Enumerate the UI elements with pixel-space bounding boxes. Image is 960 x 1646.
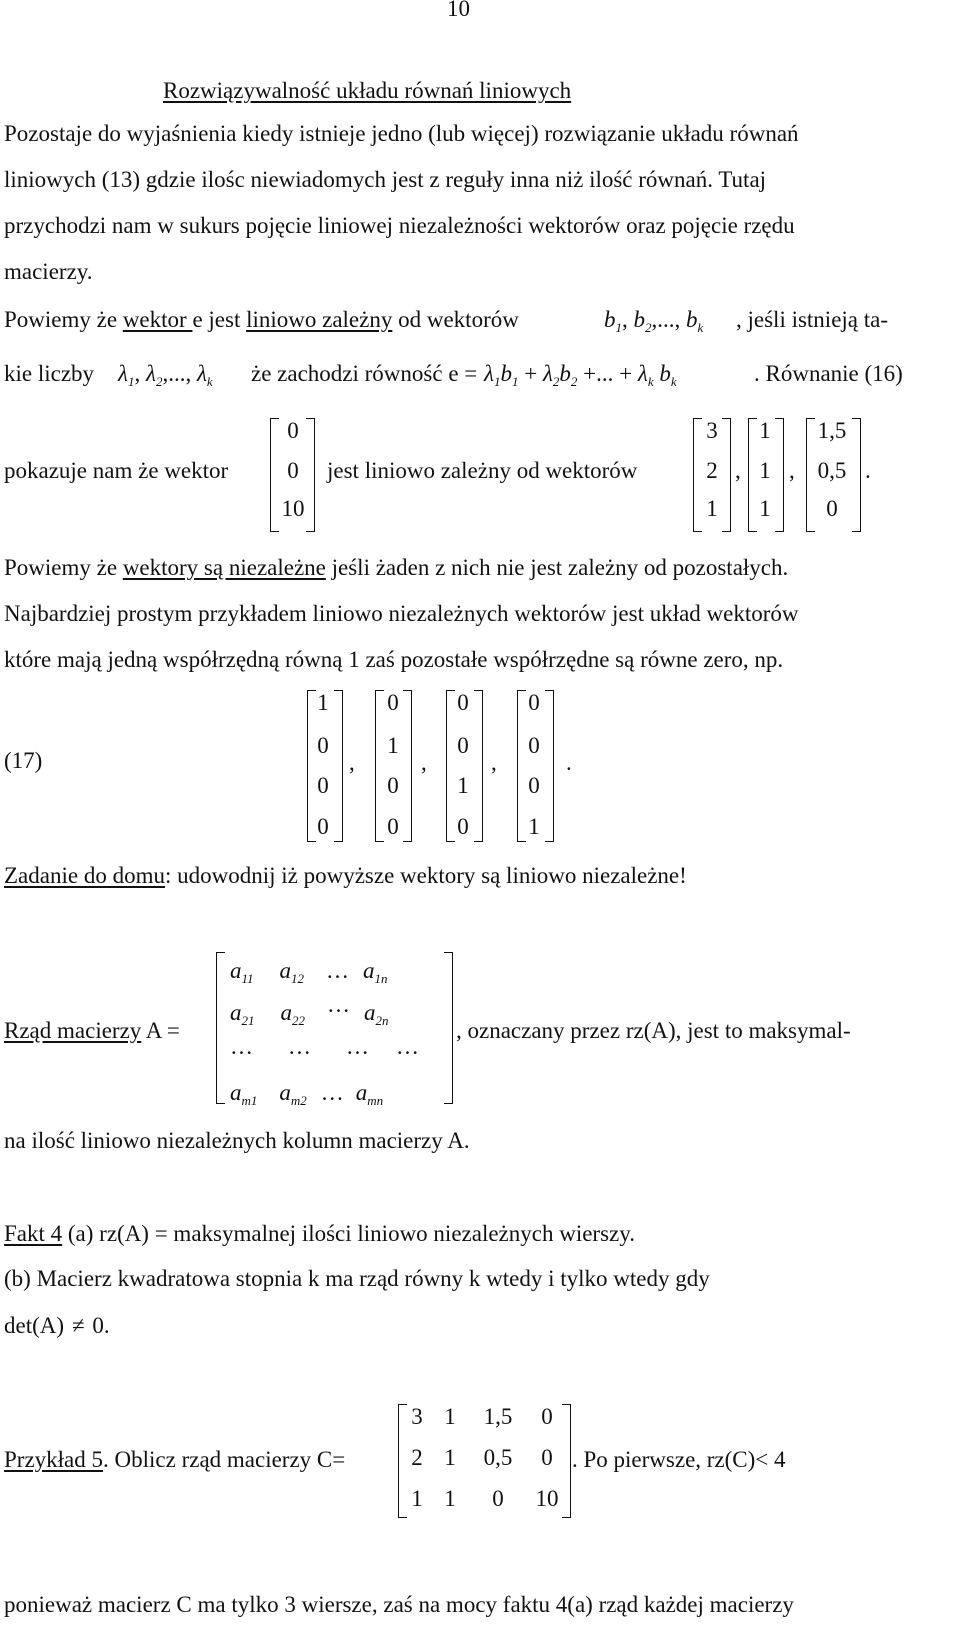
unit-vector-1-entry: 0 [317,773,329,798]
vector-v1-entry: 1 [706,496,718,521]
bracket-right [775,418,784,532]
comma: , [491,750,497,775]
equation-label: (17) [4,748,43,773]
bracket-right [306,418,315,532]
comma: , [421,750,427,775]
formula-combination: $\lambda_1b_1 + \lambda_2b_2$ +... + $\lambda_k$ $b_k$ [484,361,677,389]
term-fakt-4: Fakt 4 [4,1221,63,1246]
para1-line: liniowych (13) gdzie ilośc niewiadomych jest z reguły inna niż ilość równań. Tutaj [4,167,767,192]
vector-e-entry: 10 [281,496,305,521]
fact4-line-b: (b) Macierz kwadratowa stopnia k ma rząd równy k wtedy i tylko wtedy gdy [4,1266,710,1291]
example5-line [4,1447,345,1473]
independence-line-2: Najbardziej prostym przykładem liniowo niezależnych wektorów jest układ wektorów [4,601,799,626]
rank-line-2: na ilość liniowo niezależnych kolumn macierzy A. [4,1128,470,1153]
fact4-line-a [4,1221,635,1247]
bracket-right [545,690,554,842]
text: Powiemy że [4,555,123,580]
text: Powiemy że [4,307,123,332]
example5-line-end: . Po pierwsze, rz(C)< 4 [572,1447,786,1472]
text: (a) rz(A) = maksymalnej ilości liniowo niezależnych wierszy. [62,1221,635,1246]
vector-v2-entry: 1 [759,496,771,521]
fact4-line-c [4,1313,110,1339]
term-przyklad-5: Przykład 5 [4,1447,104,1472]
bracket-right [444,952,453,1104]
matrix-C-cell: 3 [411,1404,423,1429]
matrix-C-cell: 10 [535,1486,559,1511]
unit-vector-2-entry: 1 [387,733,399,758]
unit-vector-3-entry: 0 [457,690,469,715]
unit-vector-4-entry: 1 [528,814,540,839]
term-wektor: wektor [122,307,193,332]
matrix-C-cell: 0,5 [483,1445,513,1470]
independence-line-1 [4,555,788,581]
matrix-C-cell: 0 [492,1486,504,1511]
section-title: Rozwiązywalność układu równań liniowych [163,78,572,103]
formula-lambdas: $\lambda_1$, $\lambda_2$,..., $\lambda_k$ [118,361,213,389]
unit-vector-3-entry: 0 [457,733,469,758]
matrix-C-cell: 1 [444,1486,456,1511]
text: 0. [86,1313,110,1338]
unit-vector-3-entry: 1 [457,773,469,798]
bracket-right [852,418,861,532]
matrix-C-cell: 1 [411,1486,423,1511]
matrix-A-row-1: $a_{11}$ $a_{12}$ … $a_{1n}$ [230,958,388,986]
comma: , [349,750,355,775]
unit-vector-1-entry: 0 [317,814,329,839]
matrix-C-cell: 1,5 [483,1404,513,1429]
matrix-C-cell: 1 [444,1404,456,1429]
term-wektory-niezalezne: wektory są niezależne [122,555,326,580]
matrix-C-cell: 1 [444,1445,456,1470]
matrix-A-row-4: $a_{m1}$ $a_{m2}$ … $a_{mn}$ [230,1080,384,1108]
text: jeśli żaden z nich nie jest zależny od pozostałych. [325,555,789,580]
text: A = [141,1018,180,1043]
comma: , [789,458,795,483]
unit-vector-1-entry: 1 [317,690,329,715]
text: . Oblicz rząd macierzy C= [103,1447,346,1472]
vector-v1-entry: 3 [706,418,718,443]
text: det(A) [4,1313,65,1338]
term-rzad-macierzy: Rząd macierzy [4,1018,142,1043]
formula-b-vectors: $b_1$, $b_2$,..., $b_k$ [604,307,704,335]
vector-v2-entry: 1 [759,458,771,483]
term-liniowo-zalezny: liniowo zależny [246,307,393,332]
unit-vector-1-entry: 0 [317,733,329,758]
bracket-right [722,418,731,532]
unit-vector-4-entry: 0 [528,773,540,798]
bracket-left [216,952,225,1104]
unit-vector-2-entry: 0 [387,814,399,839]
dependence-line-1-end: , jeśli istnieją ta- [736,307,889,332]
bracket-right [334,690,343,842]
bracket-right [562,1404,571,1518]
vector-v1-entry: 2 [706,458,718,483]
page-number: 10 [447,0,470,21]
example5-last-line: ponieważ macierz C ma tylko 3 wiersze, zaś na mocy faktu 4(a) rząd każdej macierzy [4,1592,794,1617]
independence-line-3: które mają jedną współrzędną równą 1 zaś pozostałe współrzędne są równe zero, np. [4,647,784,672]
dependence-line-2a: kie liczby [4,361,95,386]
dependence-line-3b: jest liniowo zależny od wektorów [327,458,638,483]
vector-v2-entry: 1 [759,418,771,443]
comma: , [735,458,741,483]
unit-vector-2-entry: 0 [387,773,399,798]
vector-v3-entry: 0,5 [817,458,847,483]
not-equal-sign: ≠ [72,1313,85,1338]
unit-vector-2-entry: 0 [387,690,399,715]
rank-line-1-end: , oznaczany przez rz(A), jest to maksymal- [456,1018,851,1043]
bracket-right [403,690,412,842]
vector-v3-entry: 1,5 [817,418,847,443]
unit-vector-4-entry: 0 [528,733,540,758]
matrix-C-cell: 0 [541,1445,553,1470]
homework-line [4,863,687,889]
vector-e-entry: 0 [287,418,299,443]
dependence-line-1 [4,307,519,333]
dependence-line-2c: . Równanie (16) [754,361,903,386]
matrix-A-row-3: … … … … [230,1034,420,1059]
dependence-line-2b: że zachodzi równość e = [251,361,478,386]
dependence-line-3a: pokazuje nam że wektor [4,458,229,483]
para1-line: macierzy. [4,259,93,284]
unit-vector-4-entry: 0 [528,690,540,715]
matrix-A-row-2: $a_{21}$ $a_{22}\dots$ $a_{2n}$ [230,992,389,1028]
text: e jest [192,307,247,332]
period: . [566,750,572,775]
vector-v3-entry: 0 [826,496,838,521]
period: . [865,458,871,483]
text: od wektorów [392,307,519,332]
matrix-C-cell: 2 [411,1445,423,1470]
unit-vector-3-entry: 0 [457,814,469,839]
vector-e-entry: 0 [287,458,299,483]
para1-line: Pozostaje do wyjaśnienia kiedy istnieje jedno (lub więcej) rozwiązanie układu równań [4,121,799,146]
text: : udowodnij iż powyższe wektory są liniowo niezależne! [164,863,687,888]
rank-line-1 [4,1018,180,1044]
bracket-right [474,690,483,842]
matrix-C-cell: 0 [541,1404,553,1429]
para1-line: przychodzi nam w sukurs pojęcie liniowej niezależności wektorów oraz pojęcie rzędu [4,213,795,238]
term-zadanie-do-domu: Zadanie do domu [4,863,165,888]
